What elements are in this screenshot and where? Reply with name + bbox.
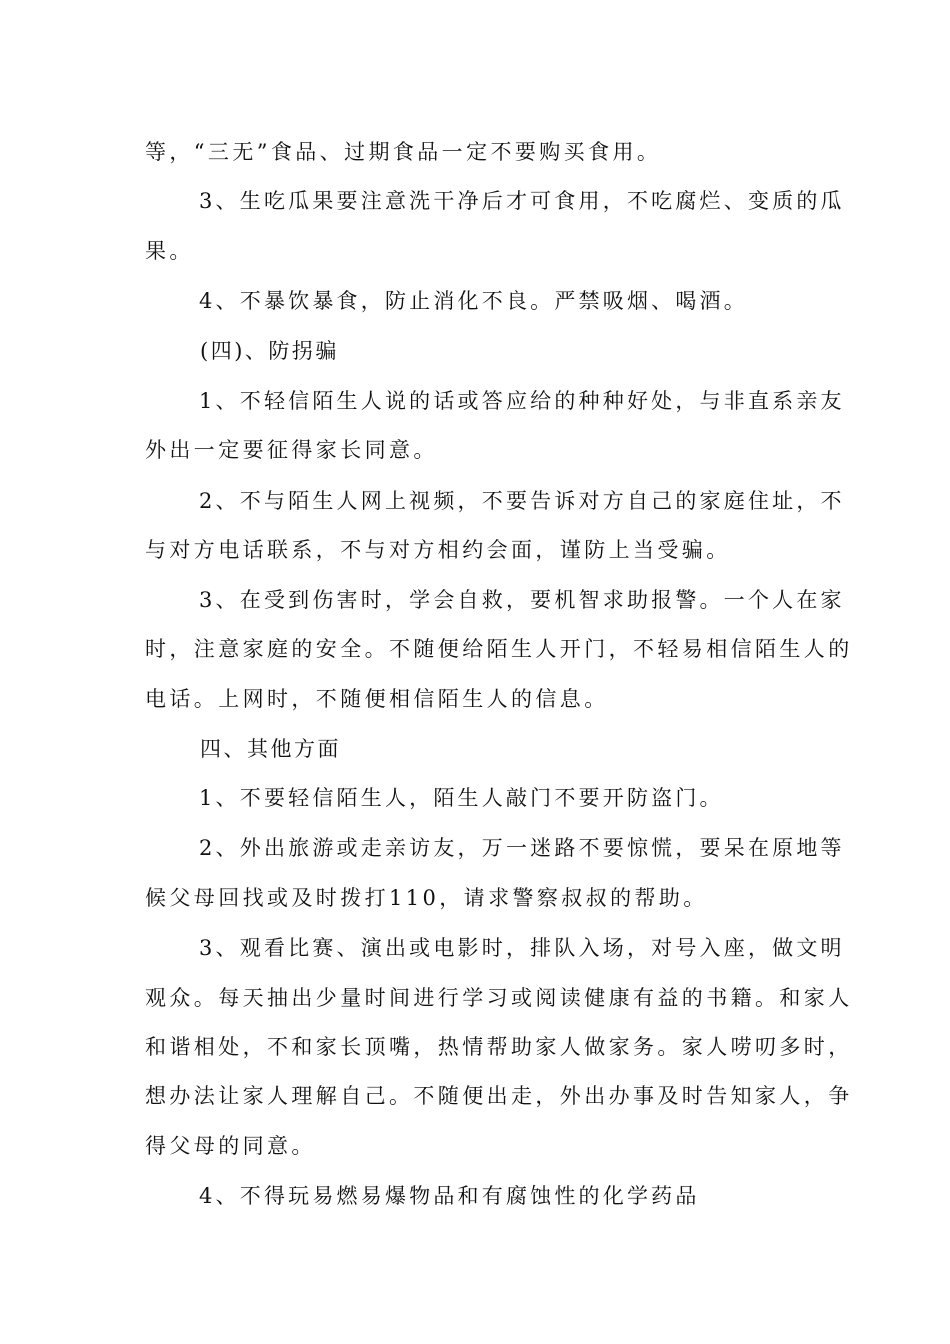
text-line: 1、不轻信陌生人说的话或答应给的种种好处，与非直系亲友 — [199, 389, 845, 413]
text-line: 3、观看比赛、演出或电影时，排队入场，对号入座，做文明 — [199, 936, 845, 960]
text-line: 2、外出旅游或走亲访友，万一迷路不要惊慌，要呆在原地等 — [199, 836, 845, 860]
text-line: 和谐相处，不和家长顶嘴，热情帮助家人做家务。家人唠叨多时， — [145, 1035, 853, 1059]
text-line: 与对方电话联系，不与对方相约会面，谨防上当受骗。 — [145, 538, 731, 562]
text-line: 候父母回找或及时拨打110，请求警察叔叔的帮助。 — [145, 886, 708, 910]
text-line: 1、不要轻信陌生人，陌生人敲门不要开防盗门。 — [199, 786, 724, 810]
section-heading: (四)、防拐骗 — [200, 339, 339, 363]
text-line: 时，注意家庭的安全。不随便给陌生人开门，不轻易相信陌生人的 — [145, 637, 853, 661]
text-line: 果。 — [145, 239, 194, 263]
text-line: 观众。每天抽出少量时间进行学习或阅读健康有益的书籍。和家人 — [145, 986, 853, 1010]
text-line: 3、在受到伤害时，学会自救，要机智求助报警。一个人在家 — [199, 588, 845, 612]
text-line: 4、不得玩易燃易爆物品和有腐蚀性的化学药品 — [199, 1184, 700, 1208]
text-line: 电话。上网时，不随便相信陌生人的信息。 — [145, 687, 609, 711]
text-line: 3、生吃瓜果要注意洗干净后才可食用，不吃腐烂、变质的瓜 — [199, 189, 845, 213]
text-line: 得父母的同意。 — [145, 1134, 316, 1158]
text-line: 外出一定要征得家长同意。 — [145, 438, 438, 462]
text-line: 等，“三无”食品、过期食品一定不要购买食用。 — [145, 140, 662, 164]
text-line: 2、不与陌生人网上视频，不要告诉对方自己的家庭住址，不 — [199, 489, 845, 513]
text-line: 想办法让家人理解自己。不随便出走，外出办事及时告知家人，争 — [145, 1084, 853, 1108]
section-heading: 四、其他方面 — [200, 737, 341, 761]
text-line: 4、不暴饮暴食，防止消化不良。严禁吸烟、喝酒。 — [199, 289, 748, 313]
